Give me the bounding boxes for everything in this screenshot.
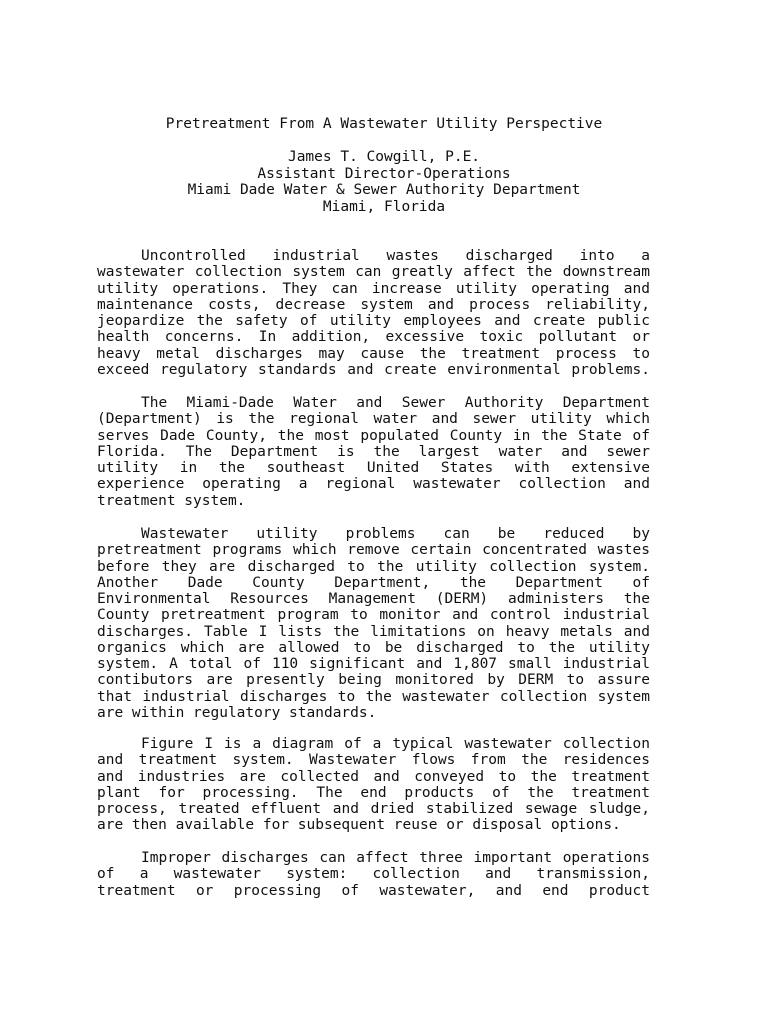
paragraph-line: contibutors are presently being monitored by DERM to assure [97,672,650,689]
paragraph-line: serves Dade County, the most populated County in the State of [97,427,650,444]
paragraph-3 [97,526,650,721]
paragraph-line: jeopardize the safety of utility employees and create public [97,313,650,329]
paragraph-line: that industrial discharges to the wastewater collection system [97,688,650,705]
document-title: Pretreatment From A Wastewater Utility Perspective [165,116,603,132]
paragraph-line: organics which are allowed to be discharged to the utility [97,639,650,656]
paragraph-line: experience operating a regional wastewater collection and [97,476,650,493]
author-location: Miami, Florida [322,198,446,215]
paragraph-line: (Department) is the regional water and sewer utility which [97,411,650,428]
paragraph-line: utility operations. They can increase utility operating and [97,280,650,297]
paragraph-line: Environmental Resources Management (DERM) administers the [97,591,650,607]
paragraph-4 [97,736,650,834]
paragraph-line: Wastewater utility problems can be reduced by [141,526,650,542]
paragraph-line: maintenance costs, decrease system and process reliability, [97,296,650,313]
paragraph-line: of a wastewater system: collection and transmission, [97,866,650,883]
paragraph-line: health concerns. In addition, excessive toxic pollutant or [97,329,650,346]
paragraph-line: The Miami-Dade Water and Sewer Authority Department [141,395,650,411]
paragraph-line: Uncontrolled industrial wastes discharged into a [141,248,650,264]
paragraph-line: wastewater collection system can greatly affect the downstream [97,264,650,281]
paragraph-line: discharges. Table I lists the limitations on heavy metals and [97,623,650,640]
paragraph-line: are within regulatory standards. [97,704,377,721]
author-name: James T. Cowgill, P.E. [287,149,481,165]
paragraph-line: system. A total of 110 significant and 1,807 small industrial [97,656,650,672]
paragraph-line: and treatment system. Wastewater flows from the residences [97,752,650,769]
paragraph-line: utility in the southeast United States with extensive [97,460,650,476]
paragraph-line: before they are discharged to the utility collection system. [97,558,650,575]
author-block [96,149,672,215]
paragraph-line: Improper discharges can affect three important operations [141,850,650,866]
paragraph-line: plant for processing. The end products of the treatment [97,784,650,801]
author-organization: Miami Dade Water & Sewer Authority Department [187,182,581,198]
paragraph-1 [97,248,650,378]
paragraph-line: are then available for subsequent reuse or disposal options. [97,817,621,834]
paragraph-2 [97,395,650,509]
paragraph-line: County pretreatment program to monitor and control industrial [97,607,650,624]
paragraph-line: process, treated effluent and dried stabilized sewage sludge, [97,801,650,817]
paragraph-line: and industries are collected and conveyed to the treatment [97,768,650,785]
paragraph-line: Figure I is a diagram of a typical wastewater collection [141,736,650,752]
paragraph-line: pretreatment programs which remove certain concentrated wastes [97,542,650,559]
paragraph-line: exceed regulatory standards and create environmental problems. [97,361,650,378]
paragraph-line: treatment or processing of wastewater, and end product [97,882,650,899]
paragraph-line: Another Dade County Department, the Department of [97,574,650,591]
paragraph-line: Florida. The Department is the largest water and sewer [97,443,650,460]
paragraph-line: treatment system. [97,492,246,509]
paragraph-5 [97,850,650,899]
paragraph-line: heavy metal discharges may cause the treatment process to [97,345,650,362]
author-position: Assistant Director-Operations [257,165,511,182]
